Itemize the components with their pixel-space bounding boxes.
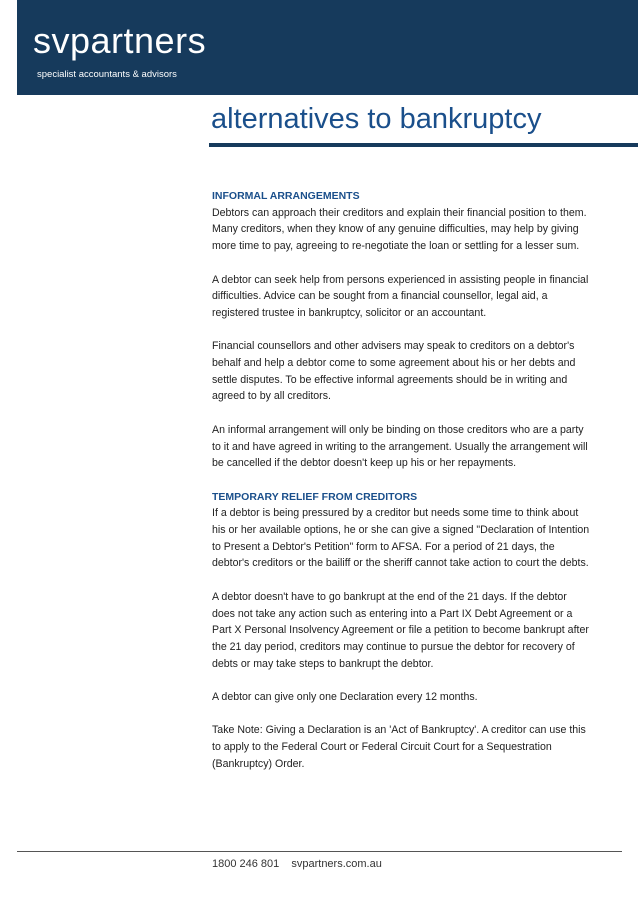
paragraph: If a debtor is being pressured by a creditor but needs some time to think about his or her available options, he or she can give a signed "Declaration of Intention to Present a Debtor's Petition" form to AFSA. For a period of 21 days, the debtor's creditors or the bailiff or the sheriff cannot take action to court the debts. [212,507,590,570]
footer-divider [17,851,622,852]
brand-tagline: specialist accountants & advisors [37,69,177,80]
paragraph: A debtor doesn't have to go bankrupt at the end of the 21 days. If the debtor does not take any action such as entering into a Part IX Debt Agreement or a Part X Personal Insolvency Agreement or file a petition to become bankrupt after the 21 day period, creditors may continue to pursue the debtor for recovery of debts or may take steps to bankrupt the debtor. [212,590,589,670]
section-temporary-relief [212,489,590,773]
paragraph: A debtor can give only one Declaration every 12 months. [212,691,478,703]
section-informal-arrangements [212,188,590,472]
section-heading: INFORMAL ARRANGEMENTS [212,190,360,202]
footer-website: svpartners.com.au [291,858,382,870]
document-body [212,188,590,789]
section-heading: TEMPORARY RELIEF FROM CREDITORS [212,490,418,503]
paragraph: An informal arrangement will only be binding on those creditors who are a party to it and have agreed in writing to the arrangement. Usually the arrangement will be cancelled if the debtor doesn't keep up his or her repayments. [212,423,588,470]
footer-phone: 1800 246 801 [212,858,280,870]
paragraph: Debtors can approach their creditors and explain their financial position to them. Many creditors, when they know of any genuine difficulties, may help by giving more time to pay, agreeing to re-negotiate the loan or settling for a lesser sum. [212,206,587,253]
brand-logo-text: svpartners [33,20,207,61]
paragraph: A debtor can seek help from persons experienced in assisting people in financial difficulties. Advice can be sought from a financial counsellor, legal aid, a registered trustee in bankruptcy, solicitor or an accountant. [212,273,589,319]
paragraph: Take Note: Giving a Declaration is an 'Act of Bankruptcy'. A creditor can use this to apply to the Federal Court or Federal Circuit Court for a Sequestration (Bankruptcy) Order. [212,724,586,770]
paragraph: Financial counsellors and other advisers may speak to creditors on a debtor's behalf and help a debtor come to some agreement about his or her debts and settle disputes. To be effective informal agreements should be in writing and agreed to by all creditors. [212,340,576,403]
footer [212,857,382,871]
page-title: alternatives to bankruptcy [211,103,542,135]
